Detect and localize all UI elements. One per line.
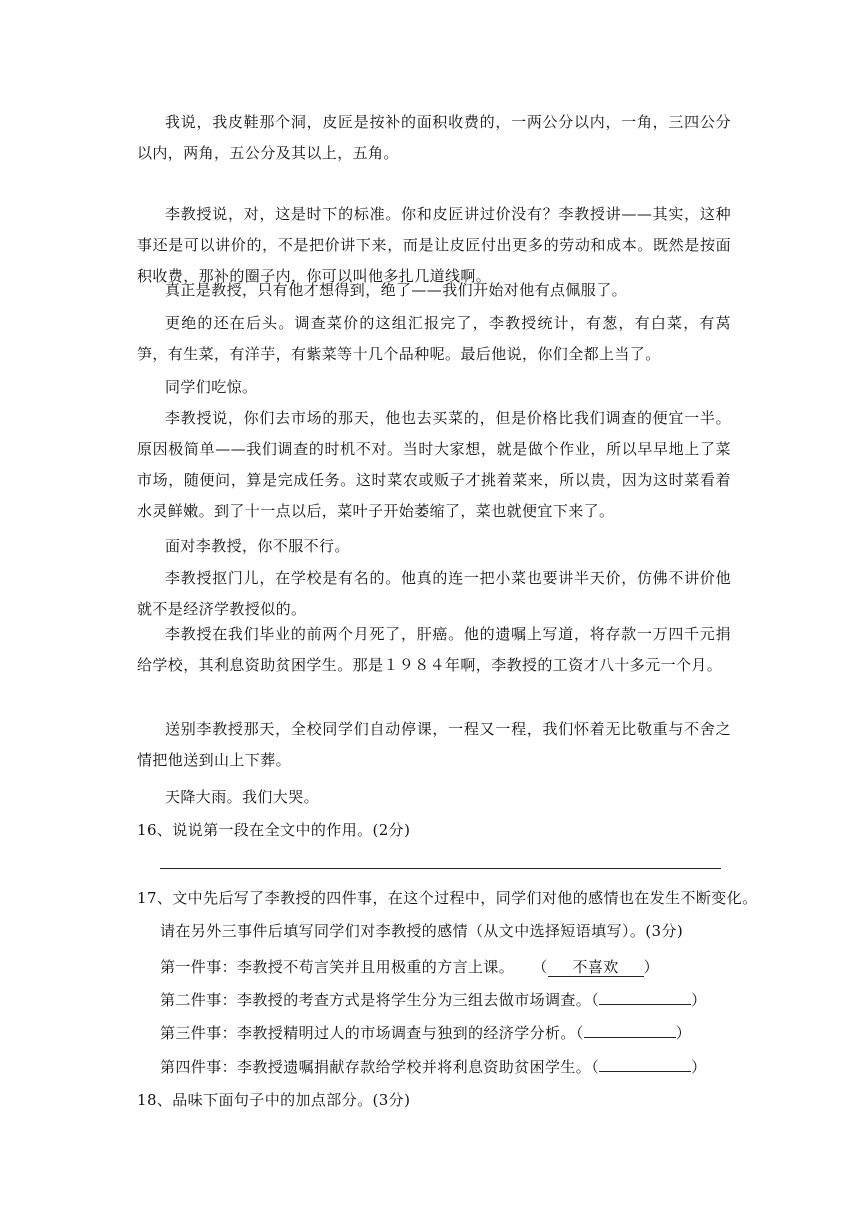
item-4-text: 第四件事：李教授遗嘱捐献存款给学校并将利息资助贫困学生。 (160, 1058, 592, 1076)
item-4-open: （ (591, 1058, 600, 1076)
paragraph-2: 李教授说，对，这是时下的标准。你和皮匠讲过价没有？李教授讲——其实，这种事还是可以讲价的，不是把价讲下来，而是让皮匠付出更多的劳动和成本。既然是按面积收费，那补的圈子内，你可以叫他多扎几道线啊。 (137, 205, 731, 285)
item-3-text: 第三件事：李教授精明过人的市场调查与独到的经济学分析。 (160, 1024, 576, 1042)
paragraph-6: 李教授说，你们去市场的那天，他也去买菜的，但是价格比我们调查的便宜一半。原因极简单——我们调查的时机不对。当时大家想，就是做个作业，所以早早地上了菜市场，随便问，算是完成任务。这时菜农或贩子才挑着菜来，所以贵，因为这时菜看着水灵鲜嫩。到了十一点以后，菜叶子开始萎缩了，菜也就便宜下来了。 (137, 409, 731, 520)
paragraph-9: 李教授在我们毕业的前两个月死了，肝癌。他的遗嘱上写道，将存款一万四千元捐给学校，其利息资助贫困学生。那是１９８４年啊，李教授的工资才八十多元一个月。 (137, 625, 731, 674)
item-4-blank[interactable] (599, 1071, 691, 1072)
question-17-item-3 (160, 1018, 691, 1049)
item-2-blank[interactable] (599, 1004, 691, 1005)
question-17-item-4 (160, 1052, 707, 1083)
paragraph-4: 更绝的还在后头。调查菜价的这组汇报完了，李教授统计，有葱，有白菜，有莴笋，有生菜，有洋芋，有紫菜等十几个品种呢。最后他说，你们全都上当了。 (137, 314, 731, 363)
answer-line-16[interactable] (160, 868, 721, 869)
paragraph-5: 同学们吃惊。 (165, 378, 258, 396)
question-17-item-2 (160, 985, 707, 1016)
item-2-open: （ (591, 991, 600, 1009)
item-3-close: ） (675, 1024, 692, 1042)
question-16: 16、说说第一段在全文中的作用。(2分) (137, 821, 411, 839)
paragraph-8: 李教授抠门儿，在学校是有名的。他真的连一把小菜也要讲半天价，仿佛不讲价他就不是经济学教授似的。 (137, 569, 731, 618)
item-4-close: ） (691, 1058, 707, 1076)
paragraph-7: 面对李教授，你不服不行。 (165, 537, 350, 555)
item-1-close: ） (643, 958, 660, 976)
paragraph-3: 真正是教授，只有他才想得到，绝了——我们开始对他有点佩服了。 (165, 281, 628, 299)
paragraph-11: 天降大雨。我们大哭。 (165, 788, 320, 806)
item-2-text: 第二件事：李教授的考查方式是将学生分为三组去做市场调查。 (160, 991, 592, 1009)
question-17-prompt: 17、文中先后写了李教授的四件事，在这个过程中，同学们对他的感情也在发生不断变化。 (137, 889, 758, 907)
item-2-close: ） (691, 991, 707, 1009)
question-18: 18、品味下面句子中的加点部分。(3分) (137, 1091, 411, 1109)
question-17-instruction: 请在另外三事件后填写同学们对李教授的感情（从文中选择短语填写）。(3分) (160, 922, 684, 940)
item-3-blank[interactable] (584, 1037, 676, 1038)
paragraph-1: 我说，我皮鞋那个洞，皮匠是按补的面积收费的，一两公分以内，一角，三四公分以内，两角，五公分及其以上，五角。 (137, 113, 731, 162)
item-3-open: （ (575, 1024, 584, 1042)
paragraph-10: 送别李教授那天，全校同学们自动停课，一程又一程，我们怀着无比敬重与不舍之情把他送到山上下葬。 (137, 720, 731, 769)
item-1-blank[interactable]: 不喜欢 (548, 958, 644, 977)
question-17-item-1 (160, 952, 659, 983)
item-1-open: （ (532, 958, 548, 976)
item-1-text: 第一件事：李教授不苟言笑并且用极重的方言上课。 (160, 958, 515, 976)
